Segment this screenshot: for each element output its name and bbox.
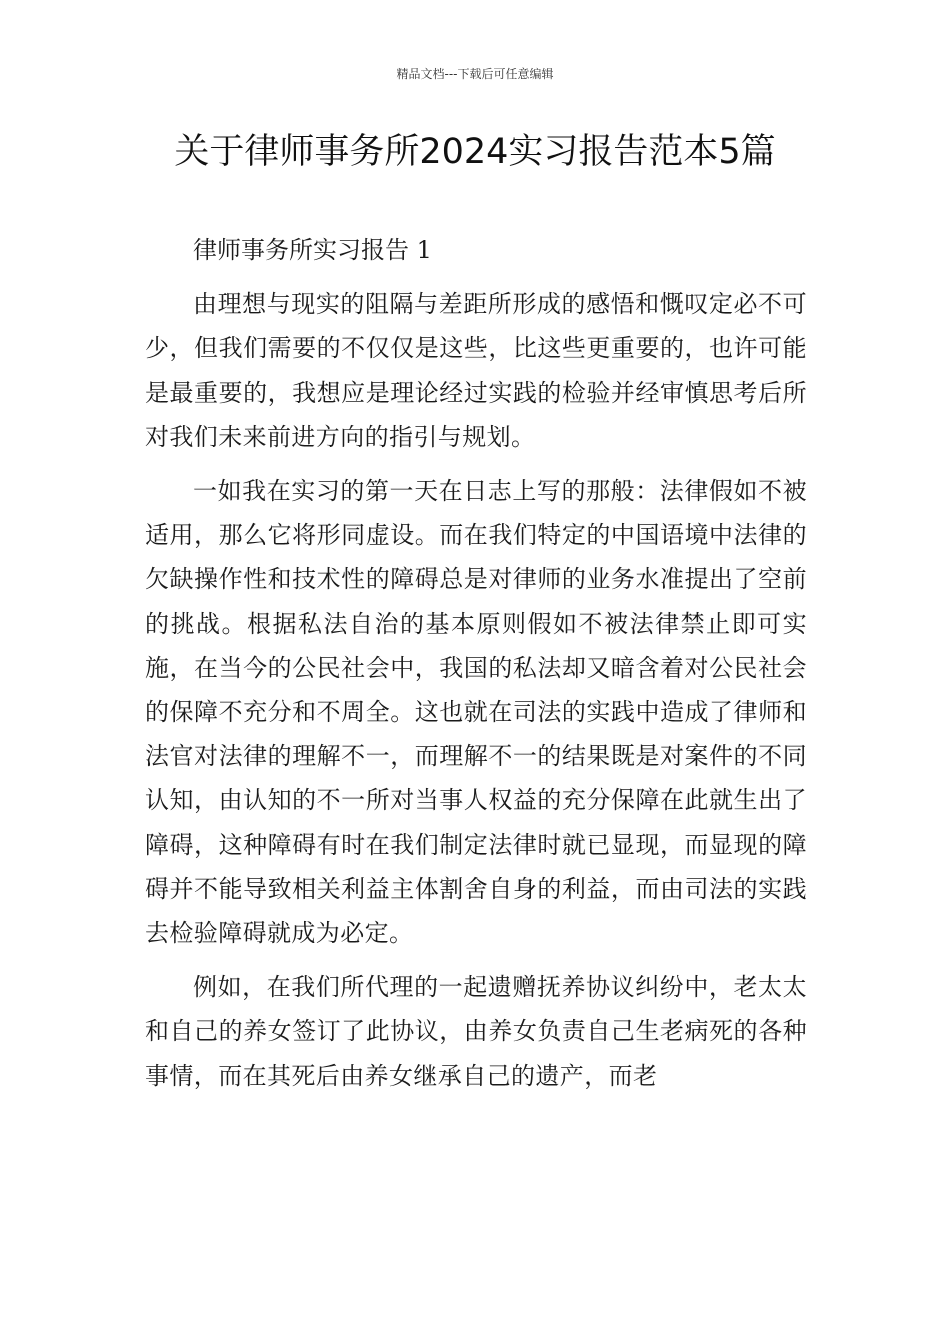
document-body: [145, 228, 807, 1098]
section-heading: 律师事务所实习报告 1: [193, 236, 432, 264]
paragraph-2: 一如我在实习的第一天在日志上写的那般：法律假如不被适用，那么它将形同虚设。而在我们特定的中国语境中法律的欠缺操作性和技术性的障碍总是对律师的业务水准提出了空前的挑战。根据私法自治的基本原则假如不被法律禁止即可实施，在当今的公民社会中，我国的私法却又暗含着对公民社会的保障不充分和不周全。这也就在司法的实践中造成了律师和法官对法律的理解不一，而理解不一的结果既是对案件的不同认知，由认知的不一所对当事人权益的充分保障在此就生出了障碍，这种障碍有时在我们制定法律时就已显现，而显现的障碍并不能导致相关利益主体割舍自身的利益，而由司法的实践去检验障碍就成为必定。: [145, 477, 807, 948]
header-note: 精品文档---下载后可任意编辑: [396, 67, 554, 81]
document-title: 关于律师事务所2024实习报告范本5篇: [174, 132, 776, 172]
paragraph-3: 例如，在我们所代理的一起遗赠抚养协议纠纷中，老太太和自己的养女签订了此协议，由养女负责自己生老病死的各种事情，而在其死后由养女继承自己的遗产，而老: [145, 973, 807, 1090]
paragraph-1: 由理想与现实的阻隔与差距所形成的感悟和慨叹定必不可少，但我们需要的不仅仅是这些，比这些更重要的，也许可能是最重要的，我想应是理论经过实践的检验并经审慎思考后所对我们未来前进方向的指引与规划。: [145, 290, 807, 451]
